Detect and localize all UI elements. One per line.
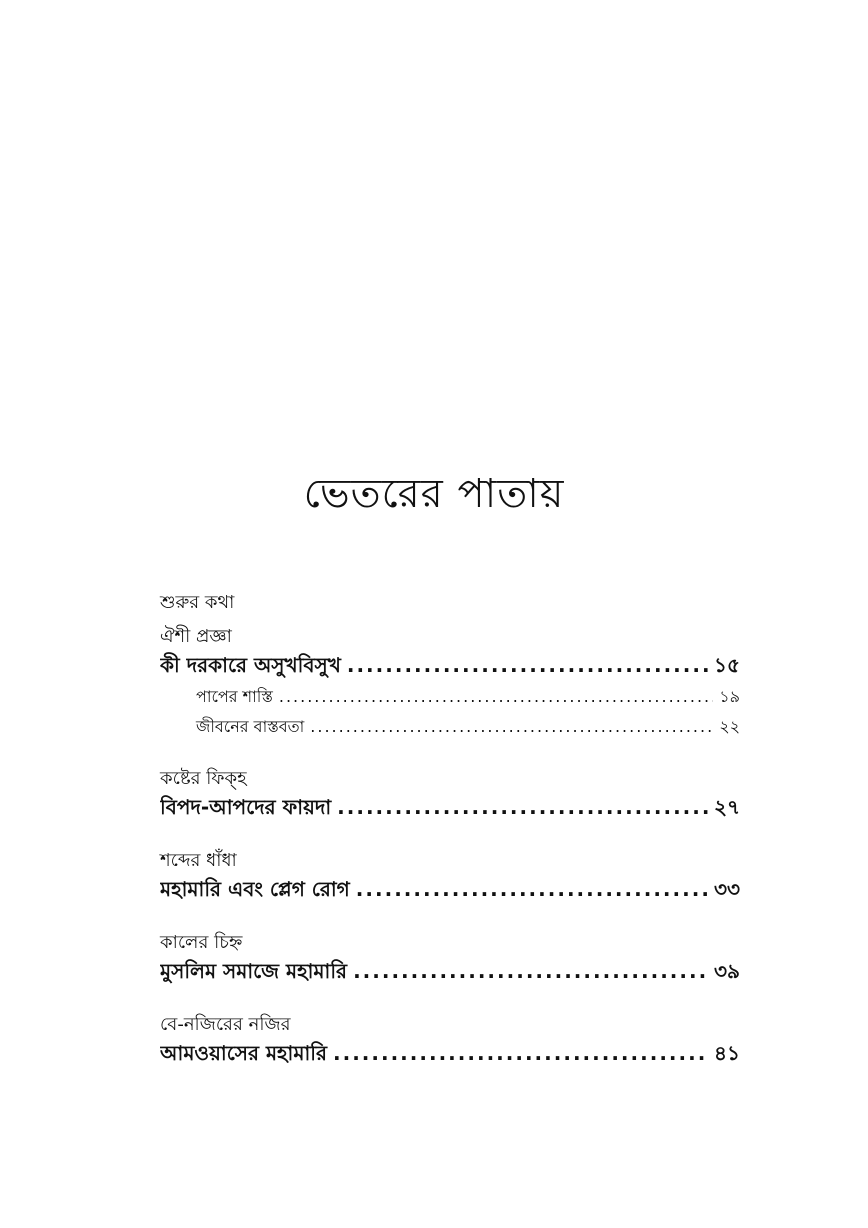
table-of-contents [160,590,740,1094]
toc-section [160,766,740,822]
toc-entry[interactable] [160,792,740,822]
toc-entry[interactable] [160,874,740,904]
entry-title: মুসলিম সমাজে মহামারি [160,959,348,983]
dot-leader [337,792,708,822]
page-title: ভেতরের পাতায় [303,471,565,517]
entry-page-number: ২৭ [713,795,740,819]
entry-page-number: ৩৩ [713,877,740,901]
toc-entry[interactable] [160,650,740,680]
toc-section [160,930,740,986]
section-heading: ঐশী প্রজ্ঞা [160,626,232,647]
entry-page-number: ৪১ [714,1041,740,1065]
entry-title: বিপদ-আপদের ফায়দা [160,795,332,819]
section-heading: কষ্টের ফিক্‌হ [160,768,247,789]
dot-leader [333,1038,708,1068]
entry-page-number: ১৫ [714,653,740,677]
toc-entry[interactable] [160,956,740,986]
dot-leader [310,714,713,740]
entry-title: জীবনের বাস্তবতা [196,717,305,736]
entry-title: পাপের শাস্তি [196,687,273,706]
toc-entry[interactable] [160,1038,740,1068]
entry-page-number: ১৯ [719,687,740,706]
entry-title: কী দরকারে অসুখবিসুখ [160,653,341,677]
section-heading: শুরুর কথা [160,592,235,613]
toc-section [160,590,740,740]
toc-section [160,1012,740,1068]
toc-subentry[interactable] [160,684,740,710]
dot-leader [356,874,708,904]
section-heading: কালের চিহ্ন [160,932,243,953]
toc-subentry[interactable] [160,714,740,740]
entry-title: মহামারি এবং প্লেগ রোগ [160,877,350,901]
entry-page-number: ৩৯ [714,959,740,983]
dot-leader [353,956,708,986]
section-heading: বে-নজিরের নজির [160,1014,291,1035]
entry-title: আমওয়াসের মহামারি [160,1041,327,1065]
section-heading: শব্দের ধাঁধা [160,850,237,871]
dot-leader [347,650,708,680]
toc-section [160,848,740,904]
dot-leader [279,684,713,710]
entry-page-number: ২২ [719,717,740,736]
